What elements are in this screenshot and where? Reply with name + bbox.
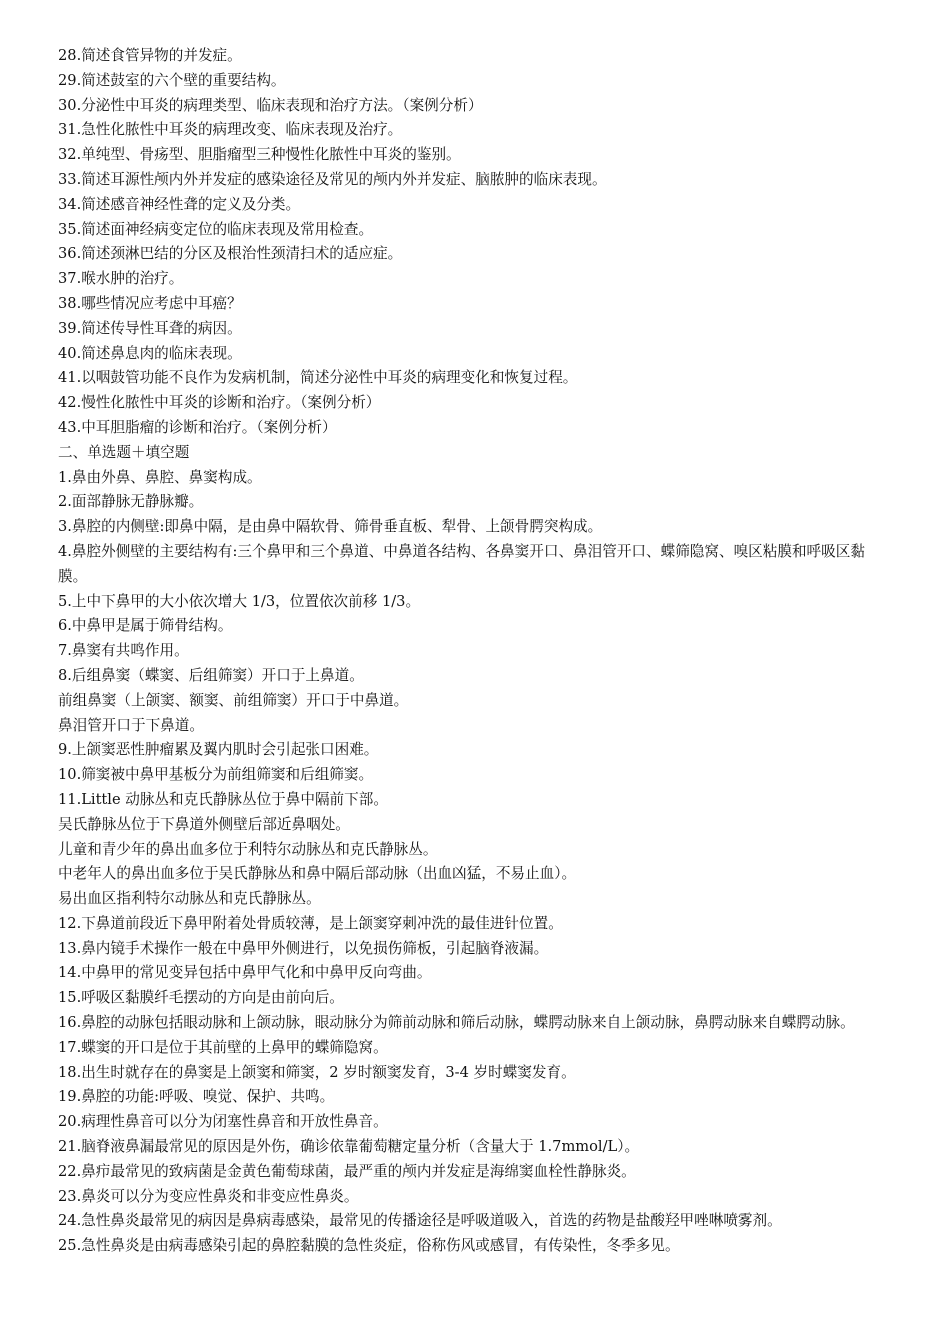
text-line: 43.中耳胆脂瘤的诊断和治疗。（案例分析） <box>58 418 337 436</box>
text-line: 19.鼻腔的功能:呼吸、嗅觉、保护、共鸣。 <box>58 1088 335 1106</box>
text-line: 23.鼻炎可以分为变应性鼻炎和非变应性鼻炎。 <box>58 1187 359 1205</box>
text-line: 中老年人的鼻出血多位于吴氏静脉丛和鼻中隔后部动脉（出血凶猛，不易止血）。 <box>58 865 577 883</box>
text-line: 前组鼻窦（上颌窦、额窦、前组筛窦）开口于中鼻道。 <box>58 691 409 709</box>
text-line: 15.呼吸区黏膜纤毛摆动的方向是由前向后。 <box>58 989 344 1007</box>
text-line: 9.上颌窦恶性肿瘤累及翼内肌时会引起张口困难。 <box>58 741 379 759</box>
text-line: 36.简述颈淋巴结的分区及根治性颈清扫术的适应症。 <box>58 245 403 263</box>
text-line: 鼻泪管开口于下鼻道。 <box>58 716 204 734</box>
text-line: 39.简述传导性耳聋的病因。 <box>58 319 242 337</box>
text-line: 6.中鼻甲是属于筛骨结构。 <box>58 617 233 635</box>
text-line: 16.鼻腔的动脉包括眼动脉和上颌动脉，眼动脉分为筛前动脉和筛后动脉，蝶腭动脉来自上颌动脉，鼻腭动脉来自蝶腭动脉。 <box>58 1014 855 1032</box>
text-line: 32.单纯型、骨疡型、胆脂瘤型三种慢性化脓性中耳炎的鉴别。 <box>58 146 461 164</box>
text-line: 42.慢性化脓性中耳炎的诊断和治疗。（案例分析） <box>58 394 381 412</box>
text-line: 25.急性鼻炎是由病毒感染引起的鼻腔黏膜的急性炎症，俗称伤风或感冒，有传染性，冬季多见。 <box>58 1237 680 1255</box>
section-heading: 二、单选题＋填空题 <box>58 443 190 461</box>
text-line: 儿童和青少年的鼻出血多位于利特尔动脉丛和克氏静脉丛。 <box>58 840 438 858</box>
text-line: 12.下鼻道前段近下鼻甲附着处骨质较薄，是上颌窦穿刺冲洗的最佳进针位置。 <box>58 914 563 932</box>
text-line: 30.分泌性中耳炎的病理类型、临床表现和治疗方法。（案例分析） <box>58 96 483 114</box>
text-line: 22.鼻疖最常见的致病菌是金黄色葡萄球菌，最严重的颅内并发症是海绵窦血栓性静脉炎。 <box>58 1162 636 1180</box>
text-line: 3.鼻腔的内侧壁:即鼻中隔，是由鼻中隔软骨、筛骨垂直板、犁骨、上颌骨腭突构成。 <box>58 518 603 536</box>
text-line: 29.简述鼓室的六个壁的重要结构。 <box>58 71 286 89</box>
text-line: 34.简述感音神经性聋的定义及分类。 <box>58 195 301 213</box>
text-line: 5.上中下鼻甲的大小依次增大 1/3，位置依次前移 1/3。 <box>58 592 421 610</box>
text-line: 8.后组鼻窦（蝶窦、后组筛窦）开口于上鼻道。 <box>58 666 364 684</box>
text-line: 10.筛窦被中鼻甲基板分为前组筛窦和后组筛窦。 <box>58 766 374 784</box>
text-line: 7.鼻窦有共鸣作用。 <box>58 642 189 660</box>
text-line: 1.鼻由外鼻、鼻腔、鼻窦构成。 <box>58 468 262 486</box>
text-line: 吴氏静脉丛位于下鼻道外侧壁后部近鼻咽处。 <box>58 815 350 833</box>
text-line: 2.面部静脉无静脉瓣。 <box>58 493 204 511</box>
text-line: 41.以咽鼓管功能不良作为发病机制，简述分泌性中耳炎的病理变化和恢复过程。 <box>58 369 578 387</box>
text-line: 13.鼻内镜手术操作一般在中鼻甲外侧进行，以免损伤筛板，引起脑脊液漏。 <box>58 939 549 957</box>
text-line: 40.简述鼻息肉的临床表现。 <box>58 344 242 362</box>
text-line: 21.脑脊液鼻漏最常见的原因是外伤，确诊依靠葡萄糖定量分析（含量大于 1.7mmol/L）。 <box>58 1138 640 1156</box>
text-line: 20.病理性鼻音可以分为闭塞性鼻音和开放性鼻音。 <box>58 1113 388 1131</box>
text-line: 18.出生时就存在的鼻窦是上颌窦和筛窦，2 岁时额窦发育，3-4 岁时蝶窦发育。 <box>58 1063 576 1081</box>
text-line: 4.鼻腔外侧壁的主要结构有:三个鼻甲和三个鼻道、中鼻道各结构、各鼻窦开口、鼻泪管开口、蝶筛隐窝、嗅区粘膜和呼吸区黏膜。 <box>58 542 865 585</box>
text-line: 24.急性鼻炎最常见的病因是鼻病毒感染，最常见的传播途径是呼吸道吸入，首选的药物是盐酸羟甲唑啉喷雾剂。 <box>58 1212 782 1230</box>
text-line: 31.急性化脓性中耳炎的病理改变、临床表现及治疗。 <box>58 121 403 139</box>
text-line: 28.简述食管异物的并发症。 <box>58 47 242 64</box>
text-line: 38.哪些情况应考虑中耳癌？ <box>58 294 242 312</box>
document-page <box>58 44 888 1259</box>
text-line: 33.简述耳源性颅内外并发症的感染途径及常见的颅内外并发症、脑脓肿的临床表现。 <box>58 170 607 188</box>
text-line: 14.中鼻甲的常见变异包括中鼻甲气化和中鼻甲反向弯曲。 <box>58 964 432 982</box>
text-line: 17.蝶窦的开口是位于其前壁的上鼻甲的蝶筛隐窝。 <box>58 1038 388 1056</box>
text-line: 37.喉水肿的治疗。 <box>58 270 184 288</box>
text-line: 易出血区指利特尔动脉丛和克氏静脉丛。 <box>58 890 321 908</box>
text-line: 35.简述面神经病变定位的临床表现及常用检查。 <box>58 220 374 238</box>
text-line: 11.Little 动脉丛和克氏静脉丛位于鼻中隔前下部。 <box>58 790 388 808</box>
